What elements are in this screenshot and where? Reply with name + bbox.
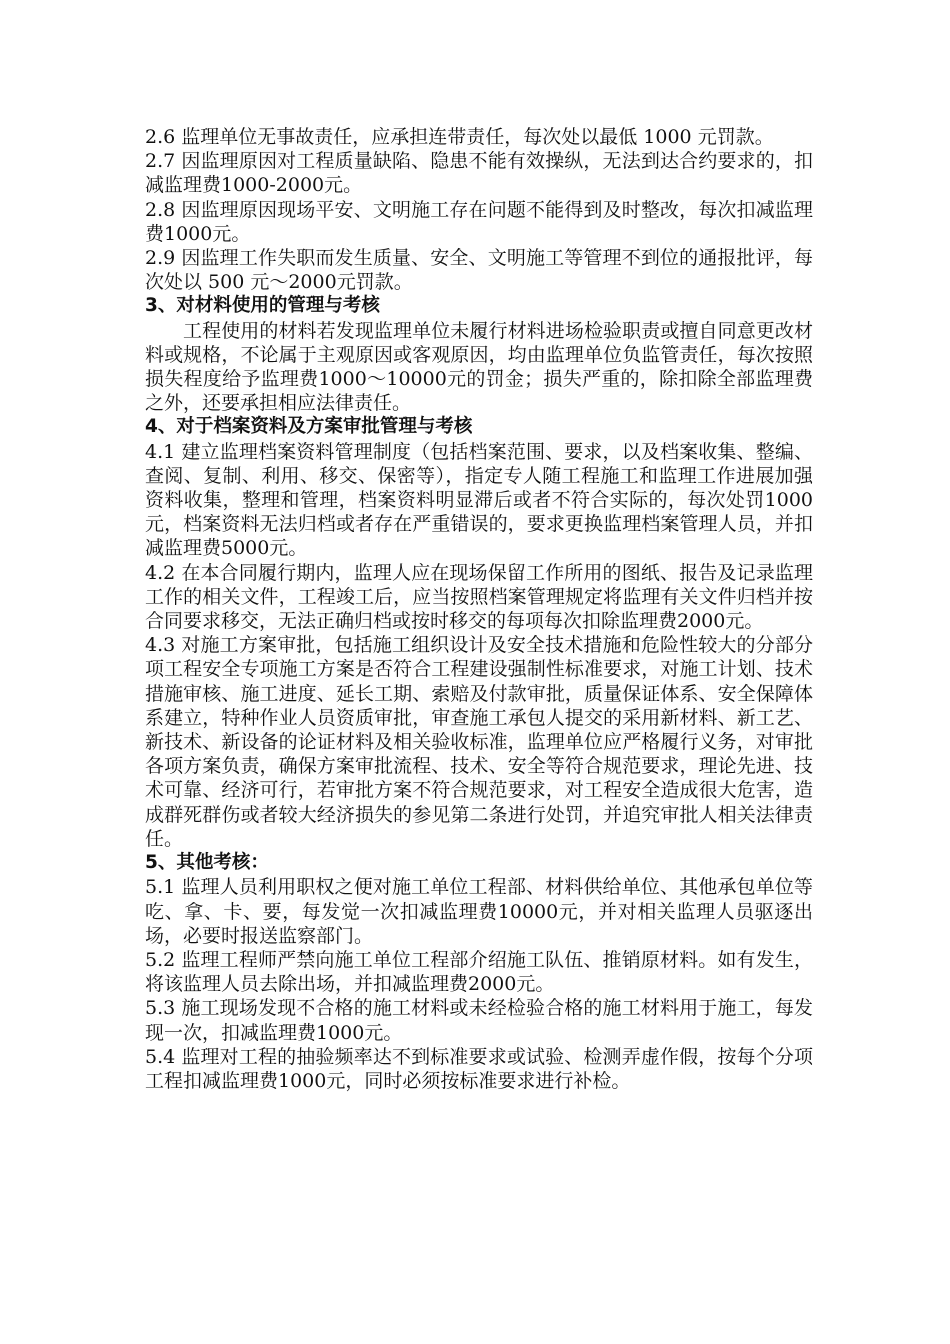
clause-5-3: 5.3 施工现场发现不合格的施工材料或未经检验合格的施工材料用于施工，每发现一次，扣减监理费1000元。 — [145, 997, 813, 1044]
section-3-body: 工程使用的材料若发现监理单位未履行材料进场检验职责或擅自同意更改材料或规格，不论属于主观原因或客观原因，均由监理单位负监管责任，每次按照损失程度给予监理费1000～10000元的罚金；损失严重的，除扣除全部监理费之外，还要承担相应法律责任。 — [145, 319, 813, 415]
clause-4-3: 4.3 对施工方案审批，包括施工组织设计及安全技术措施和危险性较大的分部分项工程安全专项施工方案是否符合工程建设强制性标准要求，对施工计划、技术措施审核、施工进度、延长工期、索赔及付款审批，质量保证体系、安全保障体系建立，特种作业人员资质审批，审查施工承包人提交的采用新材料、新工艺、新技术、新设备的论证材料及相关验收标准，监理单位应严格履行义务，对审批各项方案负责，确保方案审批流程、技术、安全等符合规范要求，理论先进、技术可靠、经济可行，若审批方案不符合规范要求，对工程安全造成很大危害，造成群死群伤或者较大经济损失的参见第二条进行处罚，并追究审批人相关法律责任。 — [145, 634, 813, 850]
section-3-heading: 3、对材料使用的管理与考核 — [145, 295, 380, 317]
section-4-heading: 4、对于档案资料及方案审批管理与考核 — [145, 416, 473, 438]
clause-5-4: 5.4 监理对工程的抽验频率达不到标准要求或试验、检测弄虚作假，按每个分项工程扣减监理费1000元，同时必须按标准要求进行补检。 — [145, 1045, 813, 1092]
clause-5-1: 5.1 监理人员利用职权之便对施工单位工程部、材料供给单位、其他承包单位等吃、拿、卡、要，每发觉一次扣减监理费10000元，并对相关监理人员驱逐出场，必要时报送监察部门。 — [145, 876, 813, 947]
section-5-heading: 5、其他考核： — [145, 852, 269, 874]
clause-4-2: 4.2 在本合同履行期内，监理人应在现场保留工作所用的图纸、报告及记录监理工作的相关文件，工程竣工后，应当按照档案管理规定将监理有关文件归档并按合同要求移交，无法正确归档或按时移交的每项每次扣除监理费2000元。 — [145, 561, 813, 633]
document-body — [145, 125, 813, 1093]
clause-2-6: 2.6 监理单位无事故责任，应承担连带责任，每次处以最低 1000 元罚款。 — [145, 126, 774, 148]
clause-5-2: 5.2 监理工程师严禁向施工单位工程部介绍施工队伍、推销原材料。如有发生，将该监理人员去除出场，并扣减监理费2000元。 — [145, 948, 813, 996]
clause-2-9: 2.9 因监理工作失职而发生质量、安全、文明施工等管理不到位的通报批评，每次处以 500 元～2000元罚款。 — [145, 247, 813, 294]
clause-2-8: 2.8 因监理原因现场平安、文明施工存在问题不能得到及时整改，每次扣减监理费1000元。 — [145, 198, 813, 245]
clause-4-1: 4.1 建立监理档案资料管理制度（包括档案范围、要求，以及档案收集、整编、查阅、复制、利用、移交、保密等），指定专人随工程施工和监理工作进展加强资料收集，整理和管理，档案资料明显滞后或者不符合实际的，每次处罚1000元，档案资料无法归档或者存在严重错误的，要求更换监理档案管理人员，并扣减监理费5000元。 — [145, 440, 813, 560]
clause-2-7: 2.7 因监理原因对工程质量缺陷、隐患不能有效操纵，无法到达合约要求的，扣减监理费1000-2000元。 — [145, 150, 813, 197]
